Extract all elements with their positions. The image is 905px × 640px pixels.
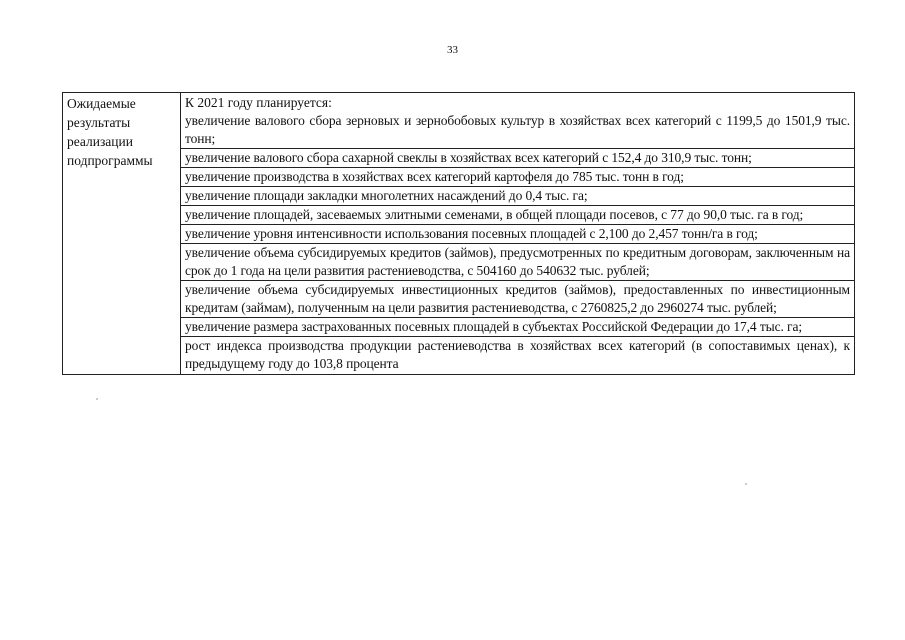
list-item: рост индекса производства продукции растениеводства в хозяйствах всех категорий (в сопоставимых ценах), к предыдущему году до 103,8 процента — [181, 336, 854, 373]
results-table — [62, 92, 855, 375]
items-list — [181, 112, 854, 373]
list-item: увеличение производства в хозяйствах всех категорий картофеля до 785 тыс. тонн в год; — [181, 167, 854, 186]
list-item: увеличение уровня интенсивности использования посевных площадей с 2,100 до 2,457 тонн/га в год; — [181, 224, 854, 243]
list-item: увеличение объема субсидируемых инвестиционных кредитов (займов), предоставленных по инвестиционным кредитам (займам), полученным на цели развития растениеводства, с 2760825,2 до 2960274 тыс. рублей; — [181, 280, 854, 317]
page-number: 33 — [447, 44, 458, 56]
list-item: увеличение валового сбора зерновых и зернобобовых культур в хозяйствах всех категорий с 1199,5 до 1501,9 тыс. тонн; — [185, 113, 850, 146]
scan-speck — [96, 398, 98, 400]
list-item: увеличение площади закладки многолетних насаждений до 0,4 тыс. га; — [181, 186, 854, 205]
list-item: увеличение объема субсидируемых кредитов (займов), предусмотренных по кредитным договорам, заключенным на срок до 1 года на цели развития растениеводства, с 504160 до 540632 тыс. рублей; — [181, 243, 854, 280]
row-content — [181, 93, 855, 375]
list-item: увеличение валового сбора сахарной свеклы в хозяйствах всех категорий с 152,4 до 310,9 тыс. тонн; — [181, 148, 854, 167]
table-row — [63, 93, 855, 375]
intro-text: К 2021 году планируется: — [185, 95, 332, 110]
list-item: увеличение площадей, засеваемых элитными семенами, в общей площади посевов, с 77 до 90,0 тыс. га в год; — [181, 205, 854, 224]
row-label: Ожидаемые результаты реализации подпрограммы — [63, 93, 181, 375]
list-item: увеличение размера застрахованных посевных площадей в субъектах Российской Федерации до 17,4 тыс. га; — [181, 317, 854, 336]
scan-speck — [745, 483, 747, 485]
